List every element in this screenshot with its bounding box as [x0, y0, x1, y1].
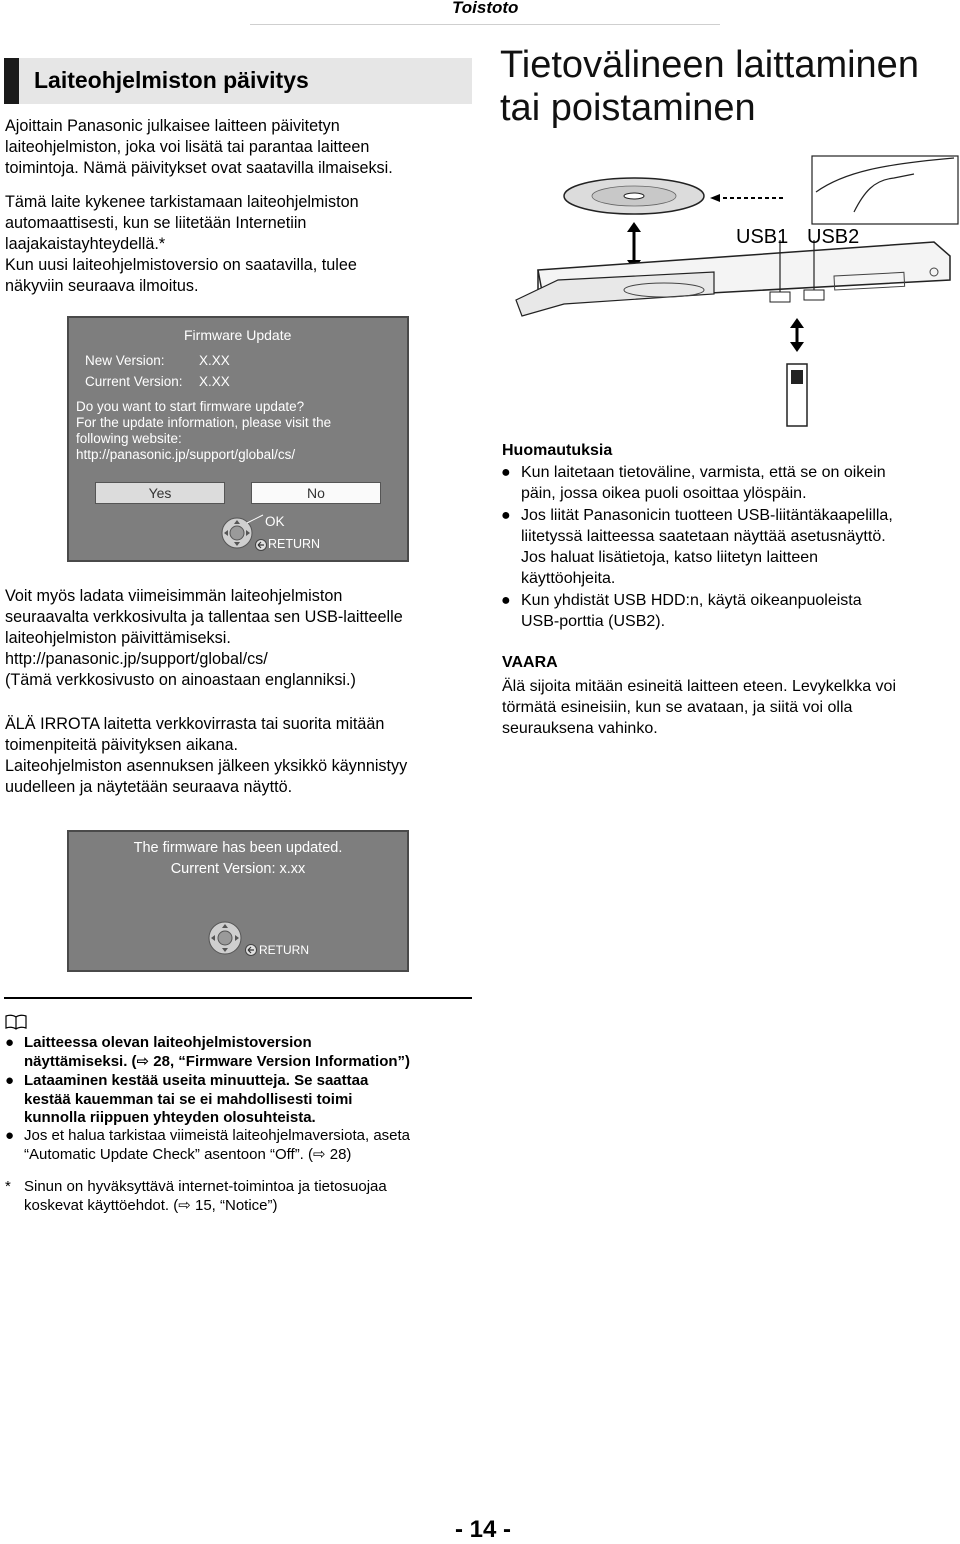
intro-line: toimintoja. Nämä päivitykset ovat saatavilla ilmaiseksi. — [5, 159, 393, 177]
header-section-label: Toistoto — [452, 0, 519, 17]
right-section-title — [500, 44, 960, 130]
download-line: (Tämä verkkosivusto on ainoastaan englanniksi.) — [5, 671, 356, 689]
download-line: seuraavalta verkkosivulta ja tallentaa sen USB-laitteelle — [5, 608, 403, 626]
current-version-value: X.XX — [199, 374, 230, 389]
intro-line: laiteohjelmiston, joka voi lisätä tai parantaa laitteen — [5, 138, 370, 156]
warning-line: ÄLÄ IRROTA laitetta verkkovirrasta tai suorita mitään — [5, 715, 385, 733]
section-title: Laiteohjelmiston päivitys — [34, 67, 309, 93]
firmware-update-dialog — [67, 316, 409, 562]
section-title-bar — [4, 58, 472, 104]
notes-heading: Huomautuksia — [502, 442, 613, 459]
note-bullet-2 — [5, 1072, 494, 1128]
note-bullet-3 — [5, 1127, 494, 1164]
page-number: - 14 - — [455, 1516, 512, 1543]
auto-check-line: näkyviin seuraava ilmoitus. — [5, 277, 199, 295]
danger-heading: VAARA — [502, 654, 558, 671]
danger-paragraph — [502, 676, 960, 739]
right-note-line: liitetyssä laitteessa saatetaan näyttää asetusnäyttö. — [521, 528, 886, 545]
right-note-line: päin, jossa oikea puoli osoittaa ylöspäin. — [521, 485, 807, 502]
new-version-label: New Version: — [85, 353, 165, 368]
intro-line: Ajoittain Panasonic julkaisee laitteen päivitetyn — [5, 117, 340, 135]
right-title-line: Tietovälineen laittaminen — [500, 44, 919, 86]
no-button[interactable]: No — [251, 482, 381, 504]
danger-line: törmätä esineisiin, kun se avataan, ja siitä voi olla — [502, 699, 853, 716]
return-label: RETURN — [268, 537, 321, 551]
note-line: kestää kauemman tai se ei mahdollisesti toimi — [24, 1090, 353, 1108]
bullet-dot: ● — [5, 1034, 15, 1051]
footnote-asterisk: * — [5, 1178, 11, 1195]
auto-check-line: laajakaistayhteydellä.* — [5, 235, 166, 253]
right-note-line: Kun laitetaan tietoväline, varmista, että se on oikein — [521, 464, 886, 481]
note-line: Lataaminen kestää useita minuutteja. Se saattaa — [24, 1072, 369, 1089]
right-note-line: Jos liität Panasonicin tuotteen USB-liitäntäkaapelilla, — [521, 507, 893, 524]
yes-button[interactable]: Yes — [95, 482, 225, 504]
note-line: kunnolla riippuen yhteyden olosuhteista. — [24, 1109, 316, 1126]
right-note-line: Kun yhdistät USB HDD:n, käytä oikeanpuoleista — [521, 592, 862, 609]
right-title-line: tai poistaminen — [500, 87, 756, 129]
dialog-info-url: http://panasonic.jp/support/global/cs/ — [76, 447, 296, 462]
usb2-label: USB2 — [807, 226, 860, 248]
note-line: Jos et halua tarkistaa viimeistä laiteohjelmaversiota, aseta — [24, 1127, 411, 1144]
intro-paragraph — [5, 116, 475, 179]
book-note-icon — [5, 1014, 27, 1030]
danger-line: seurauksena vahinko. — [502, 720, 658, 737]
updated-version: Current Version: x.xx — [170, 861, 306, 877]
auto-check-paragraph — [5, 192, 475, 297]
dialog-title: Firmware Update — [184, 327, 292, 343]
bullet-dot: ● — [501, 464, 511, 481]
download-paragraph — [5, 586, 475, 691]
footnote — [5, 1178, 494, 1215]
warning-line: Laiteohjelmiston asennuksen jälkeen yksikkö käynnistyy — [5, 757, 408, 775]
note-line: Laitteessa olevan laiteohjelmistoversion — [24, 1034, 312, 1051]
right-note-line: käyttöohjeita. — [521, 570, 616, 587]
note-line: “Automatic Update Check” asentoon “Off”. (⇨ 28) — [24, 1145, 352, 1163]
header-divider — [250, 24, 720, 25]
dialog-info-line: For the update information, please visit the — [76, 415, 332, 430]
warning-paragraph — [5, 714, 475, 798]
download-line: Voit myös ladata viimeisimmän laiteohjelmiston — [5, 587, 343, 605]
warning-line: uudelleen ja näytetään seuraava näyttö. — [5, 778, 293, 796]
bullet-dot: ● — [5, 1127, 15, 1144]
new-version-value: X.XX — [199, 353, 230, 368]
right-note-1 — [501, 462, 960, 504]
media-insertion-illustration — [514, 152, 960, 430]
return-icon — [245, 944, 257, 956]
right-note-line: Jos haluat lisätietoja, katso liitetyn laitteen — [521, 549, 819, 566]
bullet-dot: ● — [501, 592, 511, 609]
remote-navigation-icon — [207, 920, 243, 956]
dialog-question: Do you want to start firmware update? — [76, 399, 305, 414]
notes-divider — [4, 997, 472, 999]
bullet-dot: ● — [5, 1072, 15, 1089]
section-title-marker — [4, 58, 19, 104]
download-line: laiteohjelmiston päivittämiseksi. — [5, 629, 231, 647]
footnote-line: koskevat käyttöehdot. (⇨ 15, “Notice”) — [24, 1196, 278, 1214]
right-note-3 — [501, 590, 960, 632]
danger-line: Älä sijoita mitään esineitä laitteen eteen. Levykelkka voi — [502, 678, 896, 695]
dialog-info-line: following website: — [76, 431, 182, 446]
right-note-2 — [501, 505, 960, 589]
return-label: RETURN — [259, 943, 309, 957]
auto-check-line: Tämä laite kykenee tarkistamaan laiteohjelmiston — [5, 193, 359, 211]
firmware-updated-dialog — [67, 830, 409, 972]
auto-check-line: Kun uusi laiteohjelmistoversio on saatavilla, tulee — [5, 256, 357, 274]
bullet-dot: ● — [501, 507, 511, 524]
return-icon — [255, 539, 267, 551]
right-note-line: USB-porttia (USB2). — [521, 613, 666, 630]
note-bullet-1 — [5, 1034, 494, 1071]
warning-line: toimenpiteitä päivityksen aikana. — [5, 736, 239, 754]
note-line: näyttämiseksi. (⇨ 28, “Firmware Version Information”) — [24, 1052, 411, 1070]
ok-label: OK — [265, 514, 285, 529]
footnote-line: Sinun on hyväksyttävä internet-toimintoa ja tietosuojaa — [24, 1178, 387, 1195]
updated-message: The firmware has been updated. — [133, 840, 343, 856]
usb1-label: USB1 — [736, 226, 789, 248]
current-version-label: Current Version: — [85, 374, 183, 389]
download-url: http://panasonic.jp/support/global/cs/ — [5, 650, 268, 668]
auto-check-line: automaattisesti, kun se liitetään Internetiin — [5, 214, 307, 232]
